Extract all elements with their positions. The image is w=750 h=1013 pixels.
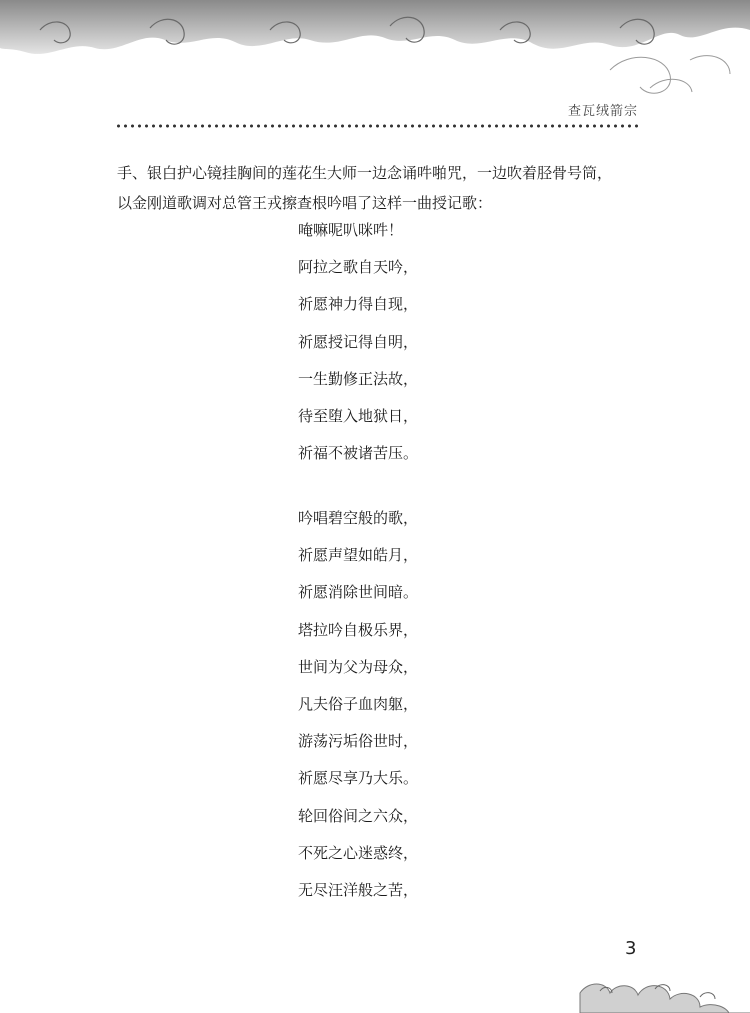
verse-line: 祈福不被诸苦压。 — [298, 444, 419, 463]
verse-line: 世间为父为母众， — [298, 657, 419, 676]
verse-stanza-1 — [298, 220, 598, 480]
prose-line: 以金刚道歌调对总管王戎擦查根吟唱了这样一曲授记歌： — [117, 194, 493, 212]
verse-line: 塔拉吟自极乐界， — [298, 620, 419, 639]
verse-line: 祈愿神力得自现， — [298, 295, 419, 314]
verse-line: 不死之心迷惑终， — [298, 843, 419, 862]
verse-line: 唵嘛呢叭咪吽！ — [298, 221, 404, 239]
verse-line: 阿拉之歌自天吟， — [298, 258, 419, 277]
running-title: 查瓦绒箭宗 — [567, 104, 638, 119]
header-dotted-rule — [115, 124, 640, 128]
page-number: 3 — [625, 938, 637, 959]
verse-line: 祈愿尽享乃大乐。 — [298, 769, 419, 788]
prose-paragraph — [117, 158, 657, 218]
verse-line: 一生勤修正法故， — [298, 369, 419, 388]
verse-line: 游荡污垢俗世时， — [298, 732, 419, 751]
verse-line: 祈愿授记得自明， — [298, 332, 419, 351]
verse-line: 祈愿声望如皓月， — [298, 546, 419, 565]
verse-stanza-2 — [298, 508, 598, 917]
verse-line: 吟唱碧空般的歌， — [298, 509, 419, 527]
verse-line: 轮回俗间之六众， — [298, 806, 419, 825]
prose-line: 手、银白护心镜挂胸间的莲花生大师一边念诵吽啪咒，一边吹着胫骨号筒， — [117, 164, 613, 182]
verse-line: 凡夫俗子血肉躯， — [298, 694, 419, 713]
verse-line: 祈愿消除世间暗。 — [298, 583, 419, 602]
verse-line: 无尽汪洋般之苦， — [298, 880, 419, 899]
cloud-border-top — [0, 0, 750, 110]
verse-line: 待至堕入地狱日， — [298, 406, 419, 425]
cloud-ornament-bottom — [570, 953, 750, 1013]
